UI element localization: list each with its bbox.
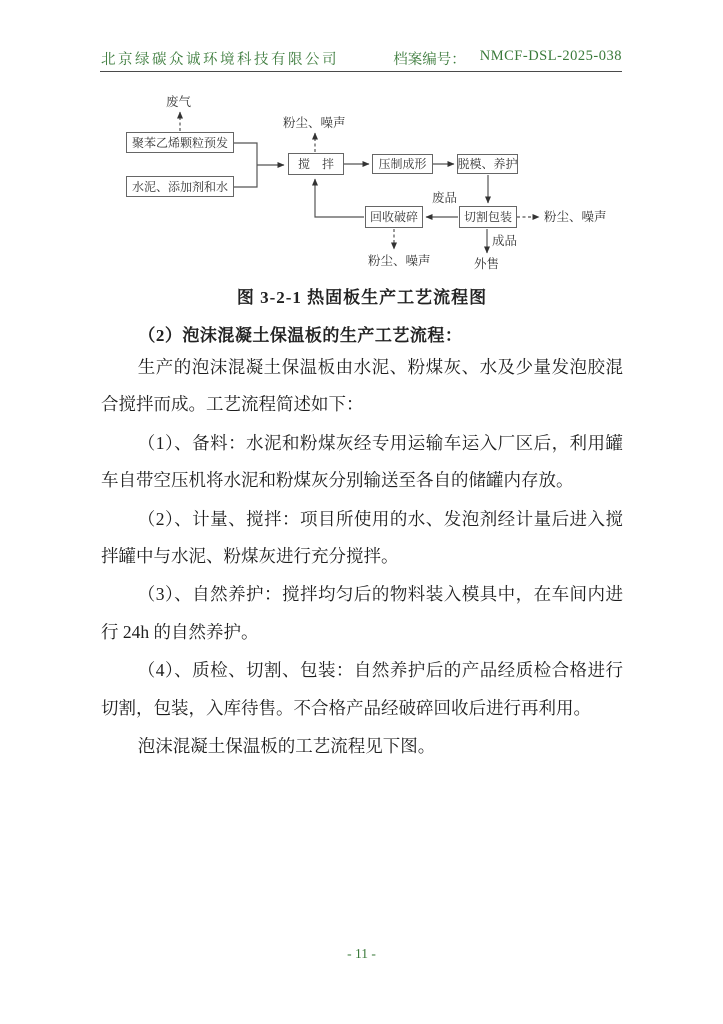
flowchart-label-dust-noise-mixing: 粉尘、噪声 (283, 116, 346, 130)
page-number: - 11 - (347, 946, 376, 961)
paragraph-step4: （4）、质检、切割、包装：自然养护后的产品经质检合格进行切割，包装，入库待售。不合格产品经破碎回收后进行再利用。 (101, 660, 623, 718)
archive-label: 档案编号： (393, 52, 466, 68)
flowchart-box-recycle-crushing: 回收破碎 (365, 206, 423, 228)
document-body (101, 283, 623, 765)
flowchart-label-waste-gas: 废气 (166, 95, 192, 109)
flowchart-box-mixing: 搅 拌 (288, 153, 344, 175)
flowchart-label-waste-product: 废品 (432, 191, 458, 205)
process-flowchart (0, 0, 723, 285)
section-heading: （2）泡沫混凝土保温板的生产工艺流程： (138, 326, 463, 345)
paragraph-intro: 生产的泡沫混凝土保温板由水泥、粉煤灰、水及少量发泡胶混合搅拌而成。工艺流程简述如下： (101, 357, 623, 415)
flowchart-box-pre-expansion: 聚苯乙烯颗粒预发 (126, 132, 234, 153)
paragraph-closing: 泡沫混凝土保温板的工艺流程见下图。 (137, 736, 436, 757)
paragraph-step1: （1）、备料：水泥和粉煤灰经专用运输车运入厂区后，利用罐车自带空压机将水泥和粉煤灰分别输送至各自的储罐内存放。 (101, 432, 623, 491)
paragraph-step2: （2）、计量、搅拌：项目所使用的水、发泡剂经计量后进入搅拌罐中与水泥、粉煤灰进行充分搅拌。 (101, 508, 623, 567)
flowchart-box-cutting-packaging: 切割包装 (459, 206, 517, 228)
flowchart-label-dust-noise-recycle: 粉尘、噪声 (368, 254, 431, 268)
flowchart-label-external-sale: 外售 (474, 257, 500, 271)
flowchart-box-press-forming: 压制成形 (372, 154, 433, 174)
flowchart-connectors (0, 0, 723, 285)
flowchart-label-dust-noise-cutting: 粉尘、噪声 (544, 210, 607, 224)
company-name: 北京绿碳众诚环境科技有限公司 (101, 52, 339, 68)
archive-number: NMCF-DSL-2025-038 (479, 48, 622, 64)
flowchart-box-demold-curing: 脱模、养护 (457, 154, 518, 174)
page-footer (0, 946, 723, 962)
figure-caption: 图 3-2-1 热固板生产工艺流程图 (236, 288, 488, 307)
flowchart-box-cement-additive-water: 水泥、添加剂和水 (126, 176, 234, 197)
paragraph-step3: （3）、自然养护：搅拌均匀后的物料装入模具中，在车间内进行 24h 的自然养护。 (101, 584, 623, 642)
flowchart-label-finished-product: 成品 (492, 234, 518, 248)
